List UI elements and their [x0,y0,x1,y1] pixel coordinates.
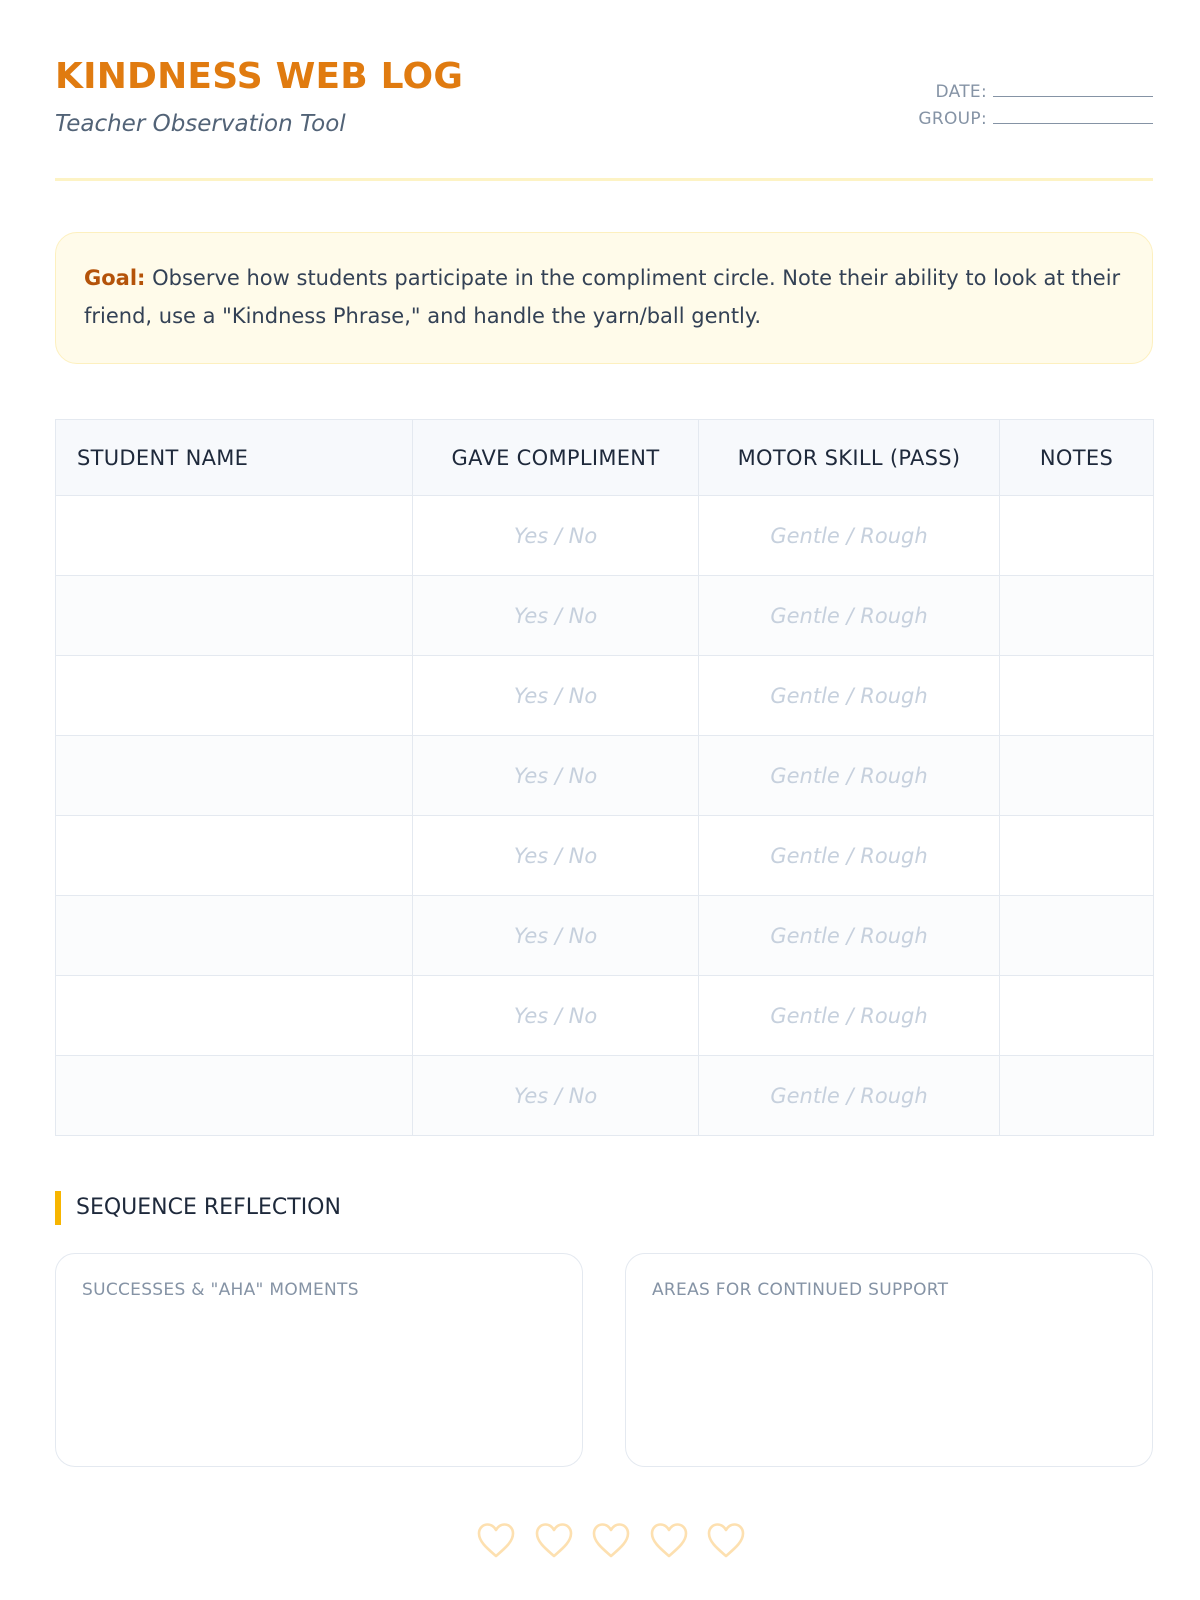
group-field [893,102,1153,129]
heart-icon [476,1521,516,1561]
notes-cell[interactable] [1000,576,1154,656]
motor-skill-cell[interactable]: Gentle / Rough [699,1056,1000,1136]
page-subtitle: Teacher Observation Tool [55,111,346,137]
motor-skill-cell[interactable]: Gentle / Rough [699,656,1000,736]
date-field [893,75,1153,102]
date-label: DATE: [935,82,987,102]
table-row [56,816,1154,896]
motor-skill-cell[interactable]: Gentle / Rough [699,816,1000,896]
heart-icon [534,1521,574,1561]
column-header-motor-skill: MOTOR SKILL (PASS) [699,420,1000,496]
observation-table [55,419,1154,1136]
date-blank-line [993,95,1153,97]
notes-cell[interactable] [1000,496,1154,576]
student-name-cell[interactable] [56,496,413,576]
column-header-notes: NOTES [1000,420,1154,496]
goal-box [55,232,1153,364]
motor-skill-cell[interactable]: Gentle / Rough [699,576,1000,656]
table-header-row [56,420,1154,496]
motor-skill-cell[interactable]: Gentle / Rough [699,976,1000,1056]
column-header-gave-compliment: GAVE COMPLIMENT [413,420,699,496]
successes-label: SUCCESSES & "AHA" MOMENTS [82,1280,359,1300]
reflection-section-heading: SEQUENCE REFLECTION [55,1191,341,1225]
compliment-cell[interactable]: Yes / No [413,1056,699,1136]
student-name-cell[interactable] [56,976,413,1056]
student-name-cell[interactable] [56,736,413,816]
table-row [56,496,1154,576]
compliment-cell[interactable]: Yes / No [413,496,699,576]
motor-skill-cell[interactable]: Gentle / Rough [699,896,1000,976]
observation-log-page [55,0,1153,1600]
motor-skill-cell[interactable]: Gentle / Rough [699,496,1000,576]
notes-cell[interactable] [1000,656,1154,736]
group-label: GROUP: [918,109,987,129]
student-name-cell[interactable] [56,1056,413,1136]
notes-cell[interactable] [1000,736,1154,816]
heart-icon [591,1521,631,1561]
compliment-cell[interactable]: Yes / No [413,976,699,1056]
notes-cell[interactable] [1000,1056,1154,1136]
heart-rating-row [476,1521,746,1561]
support-box[interactable] [625,1253,1153,1467]
table-row [56,576,1154,656]
table-row [56,976,1154,1056]
student-name-cell[interactable] [56,896,413,976]
successes-box[interactable] [55,1253,583,1467]
notes-cell[interactable] [1000,896,1154,976]
group-blank-line [993,122,1153,124]
page-header [55,56,1153,181]
table-row [56,1056,1154,1136]
notes-cell[interactable] [1000,976,1154,1056]
compliment-cell[interactable]: Yes / No [413,896,699,976]
goal-text: Observe how students participate in the compliment circle. Note their ability to look at their friend, use a "Kindness Phrase," and handle the yarn/ball gently. [84,266,1121,328]
goal-label: Goal: [84,266,146,290]
table-row [56,656,1154,736]
student-name-cell[interactable] [56,656,413,736]
support-label: AREAS FOR CONTINUED SUPPORT [652,1280,949,1300]
student-name-cell[interactable] [56,816,413,896]
heart-icon [706,1521,746,1561]
compliment-cell[interactable]: Yes / No [413,656,699,736]
heart-icon [649,1521,689,1561]
table-row [56,896,1154,976]
page-title: KINDNESS WEB LOG [55,56,464,97]
compliment-cell[interactable]: Yes / No [413,816,699,896]
motor-skill-cell[interactable]: Gentle / Rough [699,736,1000,816]
table-row [56,736,1154,816]
compliment-cell[interactable]: Yes / No [413,576,699,656]
student-name-cell[interactable] [56,576,413,656]
compliment-cell[interactable]: Yes / No [413,736,699,816]
header-meta-fields [893,75,1153,129]
column-header-student-name: STUDENT NAME [56,420,413,496]
notes-cell[interactable] [1000,816,1154,896]
